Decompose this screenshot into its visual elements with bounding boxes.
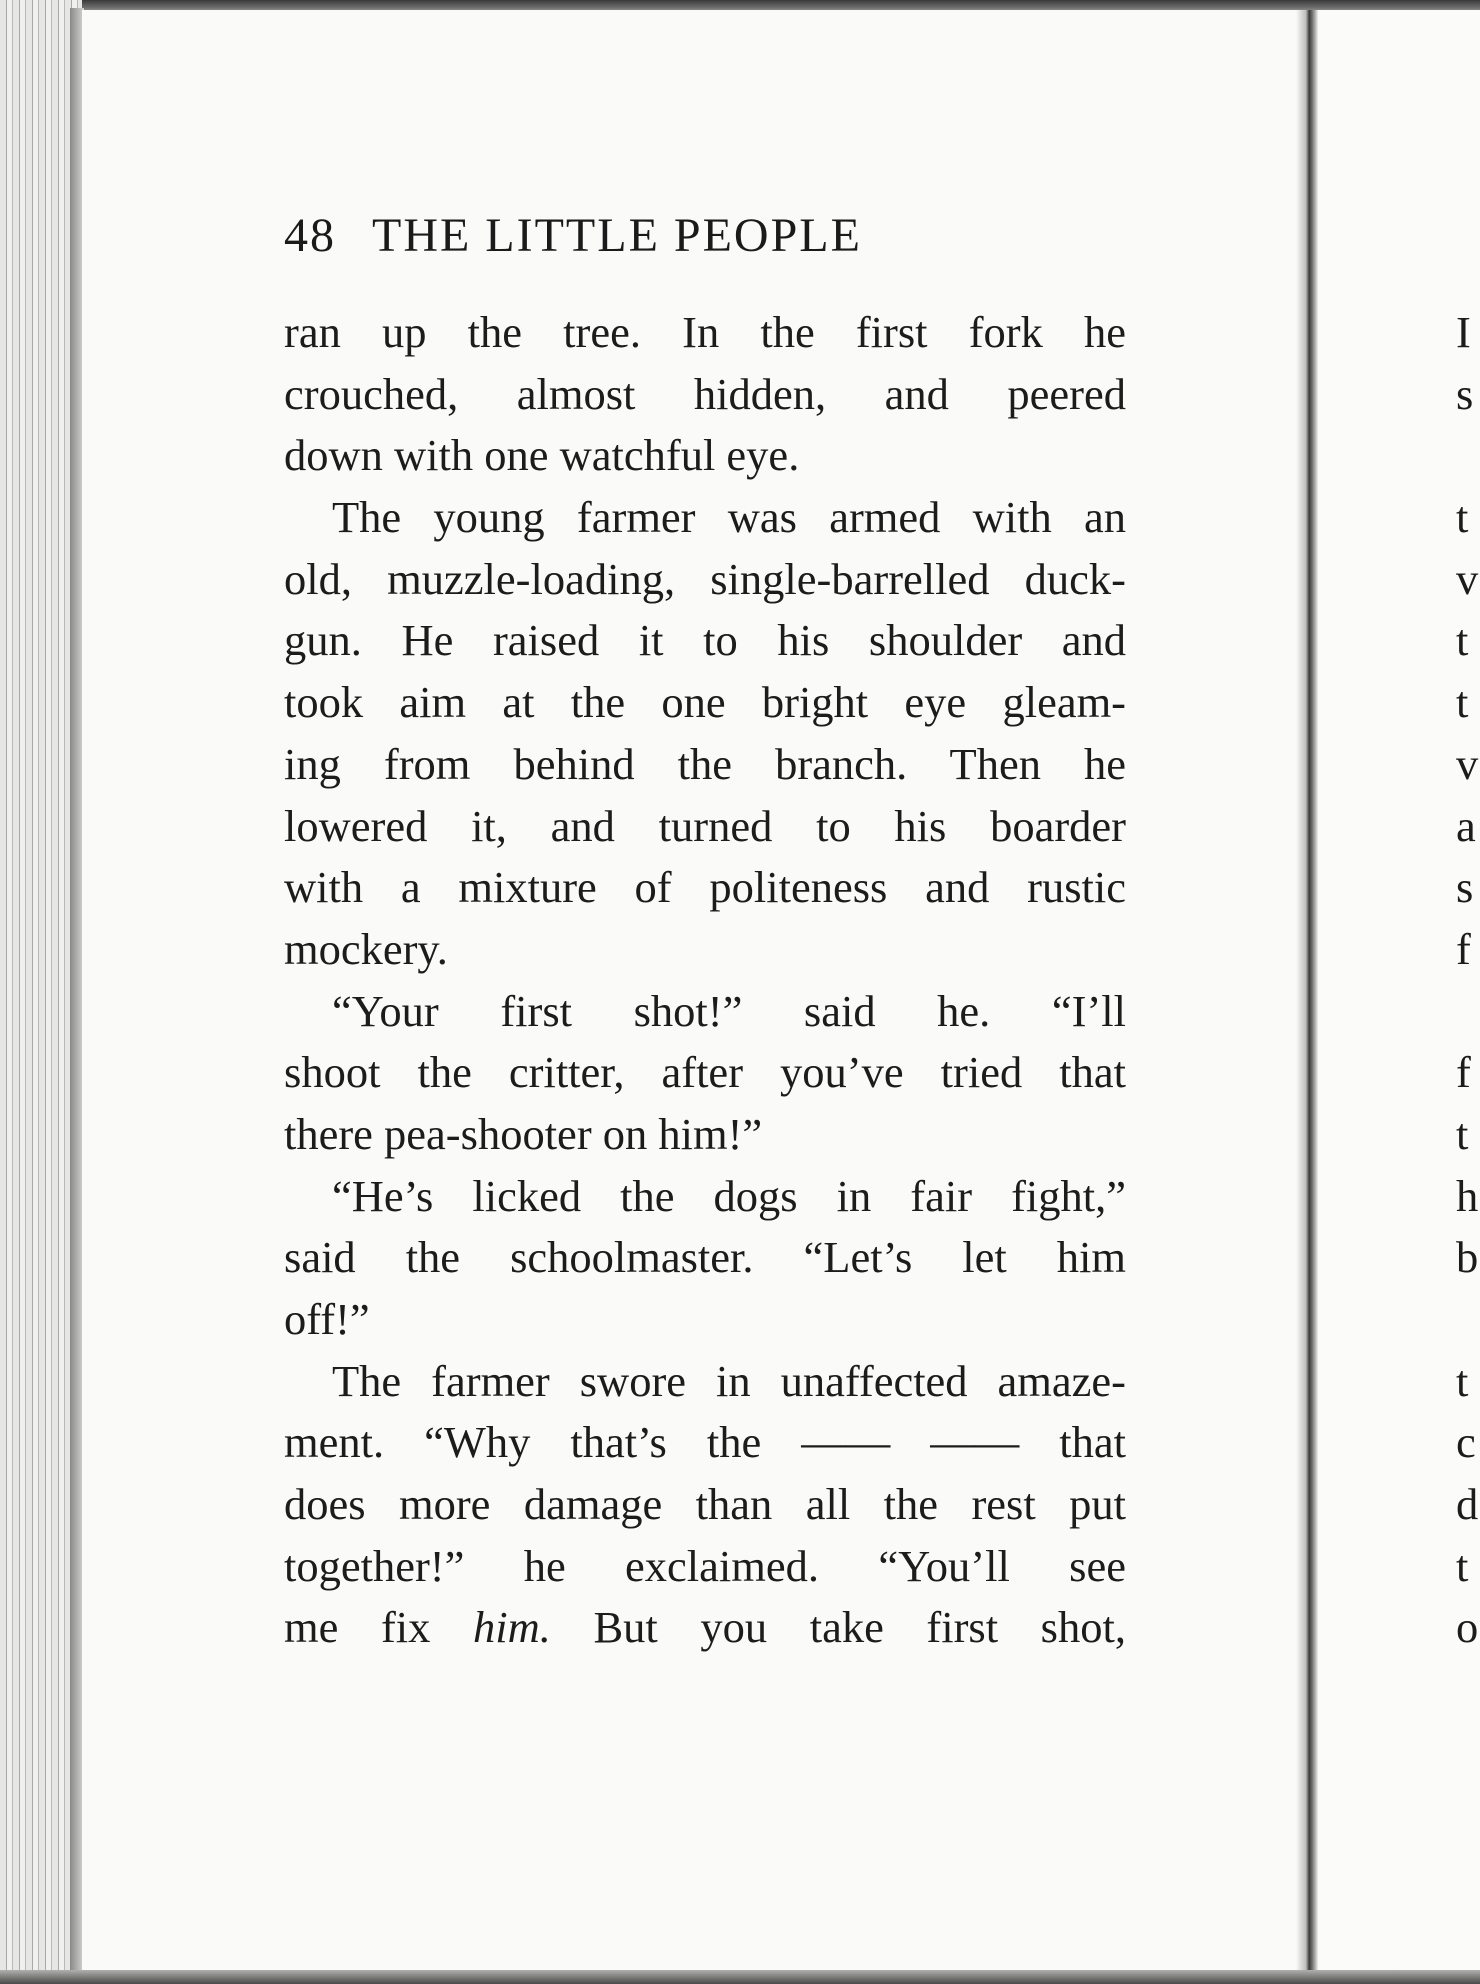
text-line: off!” bbox=[284, 1294, 370, 1344]
text-run: me fix bbox=[284, 1602, 473, 1653]
facing-line: f bbox=[1456, 1047, 1471, 1098]
text-line: there pea-shooter on him!” bbox=[284, 1108, 763, 1159]
text-line bbox=[284, 1597, 1126, 1659]
book-gutter bbox=[1296, 10, 1318, 1978]
facing-line: t bbox=[1456, 1108, 1469, 1159]
text-line: The farmer swore in unaffected amaze- bbox=[332, 1355, 1126, 1406]
facing-page-text bbox=[1456, 302, 1480, 1659]
text-line: “He’s licked the dogs in fair fight,” bbox=[332, 1170, 1126, 1221]
text-line: ment. “Why that’s the —— —— that bbox=[284, 1417, 1126, 1468]
text-line: said the schoolmaster. “Let’s let him bbox=[284, 1232, 1126, 1283]
facing-line: d bbox=[1456, 1479, 1479, 1530]
text-line: mockery. bbox=[284, 923, 448, 974]
facing-line: o bbox=[1456, 1602, 1479, 1653]
facing-line: h bbox=[1456, 1170, 1479, 1221]
facing-line bbox=[1456, 981, 1480, 1043]
facing-line: b bbox=[1456, 1232, 1479, 1283]
facing-line: t bbox=[1456, 677, 1469, 728]
text-line: down with one watchful eye. bbox=[284, 430, 800, 481]
facing-line: t bbox=[1456, 1540, 1469, 1591]
facing-line: c bbox=[1456, 1417, 1476, 1468]
text-line: with a mixture of politeness and rustic bbox=[284, 862, 1126, 913]
text-run: But you take first shot, bbox=[550, 1602, 1126, 1653]
text-line: took aim at the one bright eye gleam- bbox=[284, 677, 1126, 728]
running-title: THE LITTLE PEOPLE bbox=[372, 209, 862, 262]
book-bottom-edge bbox=[0, 1970, 1480, 1984]
facing-line: s bbox=[1456, 368, 1474, 419]
facing-line: v bbox=[1456, 738, 1479, 789]
page-number: 48 bbox=[284, 209, 336, 262]
facing-line: t bbox=[1456, 492, 1469, 543]
text-line: old, muzzle-loading, single-barrelled duck- bbox=[284, 553, 1126, 604]
facing-line: t bbox=[1456, 615, 1469, 666]
facing-line bbox=[1456, 425, 1480, 487]
italic-run: him. bbox=[473, 1602, 551, 1653]
text-line: The young farmer was armed with an bbox=[332, 492, 1126, 543]
facing-line: v bbox=[1456, 553, 1479, 604]
text-line: ing from behind the branch. Then he bbox=[284, 738, 1126, 789]
facing-line: I bbox=[1456, 307, 1471, 357]
text-line: ran up the tree. In the first fork he bbox=[284, 307, 1126, 357]
text-line: shoot the critter, after you’ve tried that bbox=[284, 1047, 1126, 1098]
facing-line: s bbox=[1456, 862, 1474, 913]
facing-line bbox=[1456, 1289, 1480, 1351]
facing-line: t bbox=[1456, 1355, 1469, 1406]
text-line: gun. He raised it to his shoulder and bbox=[284, 615, 1126, 666]
text-line: does more damage than all the rest put bbox=[284, 1479, 1126, 1530]
facing-line: f bbox=[1456, 923, 1471, 974]
running-head bbox=[284, 208, 862, 263]
text-line: crouched, almost hidden, and peered bbox=[284, 368, 1126, 419]
text-line: lowered it, and turned to his boarder bbox=[284, 800, 1126, 851]
text-line: together!” he exclaimed. “You’ll see bbox=[284, 1540, 1126, 1591]
facing-line: a bbox=[1456, 800, 1476, 851]
body-text bbox=[284, 302, 1126, 1659]
text-line: “Your first shot!” said he. “I’ll bbox=[332, 985, 1126, 1036]
